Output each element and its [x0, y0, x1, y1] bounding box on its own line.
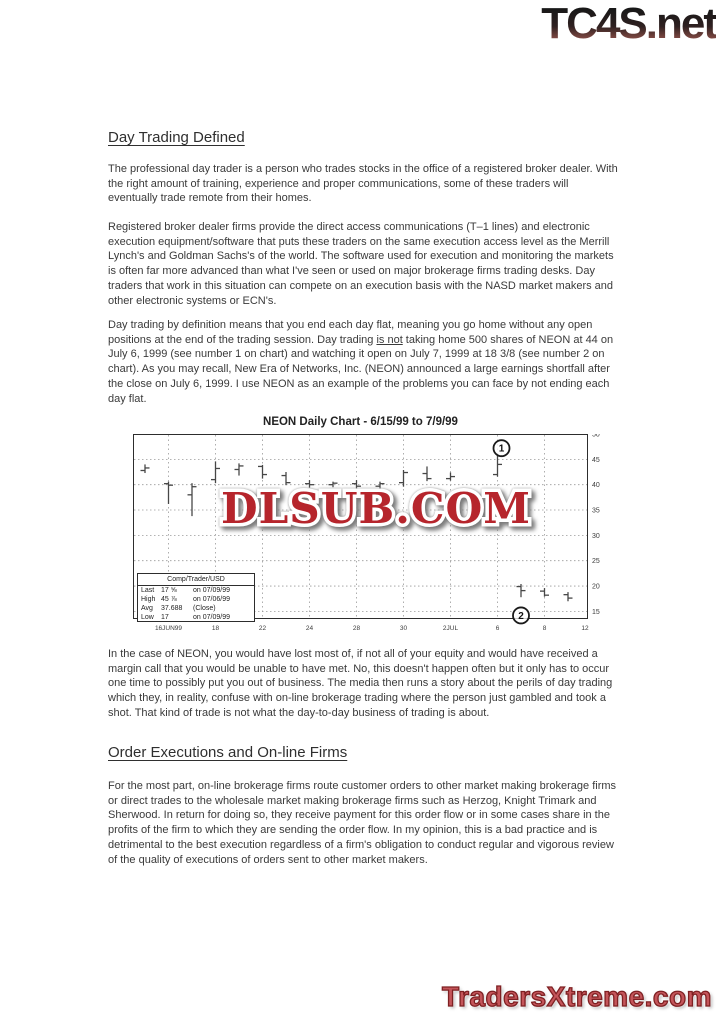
legend-row-low: [138, 613, 254, 622]
x-tick-label: 6: [495, 625, 500, 632]
dlsub-watermark-text: DLSUB.COM: [221, 484, 531, 533]
ohlc-bar: [423, 466, 432, 481]
chart-legend: [137, 573, 255, 622]
ohlc-bar: [211, 461, 220, 483]
legend-avg-label: Avg: [141, 605, 153, 612]
legend-high-label: High: [141, 596, 156, 603]
legend-low-label: Low: [141, 614, 154, 621]
ohlc-bar: [258, 465, 267, 479]
y-tick-label: 20: [592, 583, 600, 591]
paragraph-1: The professional day trader is a person who trades stocks in the office of a registered broker dealer. With the right amount of training, experience and proper communications, some of these traders will eventually trade remote from their homes.: [108, 163, 618, 205]
x-tick-label: 30: [399, 625, 408, 632]
legend-last-label: Last: [141, 587, 155, 594]
y-tick-label: 50: [592, 434, 600, 439]
annotation-number: 2: [518, 610, 524, 622]
x-tick-label: 8: [542, 625, 547, 632]
y-tick-label: 30: [592, 532, 600, 540]
ohlc-bar: [282, 472, 291, 485]
legend-high-date: on 07/06/99: [193, 596, 230, 603]
ohlc-bar: [446, 473, 455, 481]
legend-row-last: [138, 586, 254, 595]
ohlc-bar: [329, 482, 338, 488]
paragraph-3-text: Day trading by definition means that you end each day flat, meaning you go home without any open positions at the end of the trading session. Day trading: [108, 319, 593, 346]
legend-avg-value: 37.688: [161, 605, 183, 612]
x-tick-label: 24: [305, 625, 314, 632]
y-tick-label: 40: [592, 482, 600, 490]
ohlc-bar: [517, 584, 526, 597]
ohlc-bar: [399, 470, 408, 487]
ohlc-bar: [352, 480, 361, 489]
ohlc-bar: [564, 592, 573, 601]
legend-last-value: 17 ⅝: [161, 587, 177, 594]
chart-legend-title: Comp/Trader/USD: [138, 574, 254, 586]
paragraph-3-text-continued: taking home 500 shares of NEON at 44 on July 6, 1999 (see number 1 on chart) and watching it open on July 7, 1999 at 18 3/8 (see number 2 on chart). As you may recall, New Era of Networks, Inc. (NEON) announced a large earnings shortfall after the close on July 6, 1999. I use NEON as an example of the problems you can face by not ending each day flat.: [108, 333, 614, 405]
neon-daily-chart-figure: [133, 416, 619, 638]
y-tick-label: 35: [592, 507, 600, 515]
chart-title: NEON Daily Chart - 6/15/99 to 7/9/99: [263, 416, 458, 428]
x-tick-label: 12: [581, 625, 589, 632]
ohlc-bar: [164, 482, 173, 504]
x-tick-label: 22: [258, 625, 267, 632]
legend-avg-note: (Close): [193, 605, 216, 612]
legend-row-avg: [138, 604, 254, 613]
y-tick-label: 25: [592, 558, 600, 566]
legend-low-date: on 07/09/99: [193, 614, 230, 621]
annotation-number: 1: [498, 443, 505, 455]
ohlc-bar: [235, 463, 244, 475]
paragraph-3-underlined-phrase: is not: [376, 333, 403, 346]
y-tick-label: 15: [592, 608, 600, 616]
paragraph-4: In the case of NEON, you would have lost most of, if not all of your equity and would have received a margin call that you would be unable to have met. No, this doesn't happen often but it only has to occur one time to possibly put you out of business. The media then runs a story about the perils of day trading which they, in reality, confuse with on-line brokerage trading where the person just gambled and took a shot. That kind of trade is not what the day-to-day business of trading is about.: [108, 648, 613, 719]
legend-last-date: on 07/09/99: [193, 587, 230, 594]
ohlc-bar: [493, 455, 502, 477]
legend-row-high: [138, 595, 254, 604]
ohlc-bar: [305, 480, 314, 488]
heading-day-trading-defined: Day Trading Defined: [108, 129, 245, 146]
y-tick-label: 45: [592, 456, 600, 464]
heading-order-executions: Order Executions and On-line Firms: [108, 744, 348, 761]
x-tick-label: 18: [211, 625, 220, 632]
ohlc-bar: [188, 483, 197, 516]
ohlc-bar: [540, 588, 549, 597]
x-tick-label: 2JUL: [442, 625, 459, 632]
tc4s-logo[interactable]: TC4S.net: [541, 0, 716, 48]
x-tick-label: 16JUN99: [154, 625, 183, 632]
ohlc-bar: [376, 482, 385, 491]
paragraph-3: [108, 318, 618, 406]
x-tick-label: 28: [352, 625, 361, 632]
paragraph-5: For the most part, on-line brokerage firms route customer orders to other market making brokerage firms or direct trades to the wholesale market making brokerage firms such as Herzog, Knight Trimark and Sherwood. In return for doing so, they receive payment for this order flow or in some cases share in the profits of the firm to which they are sending the order flow. In my opinion, this is a bad practice and is detrimental to the best execution regardless of a firm's obligation to conduct regular and vigorous review of the quality of executions of orders sent to other market makers.: [108, 780, 617, 866]
ohlc-bar: [141, 464, 150, 473]
legend-low-value: 17: [161, 614, 169, 621]
tradersxtreme-logo[interactable]: TradersXtreme.com: [442, 981, 712, 1012]
paragraph-2: Registered broker dealer firms provide the direct access communications (T–1 lines) and electronic execution equipment/software that puts these traders on the same execution access level as the Merrill Lynch's and Goldman Sachs's of the world. The software used for execution and monitoring the markets is often far more advanced than what I've seen or used on major brokerage firms trading desks. Day traders that work in this situation can compete on an execution basis with the NASD market makers and other electronic systems or ECN's.: [108, 221, 614, 307]
legend-high-value: 45 ⅞: [161, 596, 177, 603]
